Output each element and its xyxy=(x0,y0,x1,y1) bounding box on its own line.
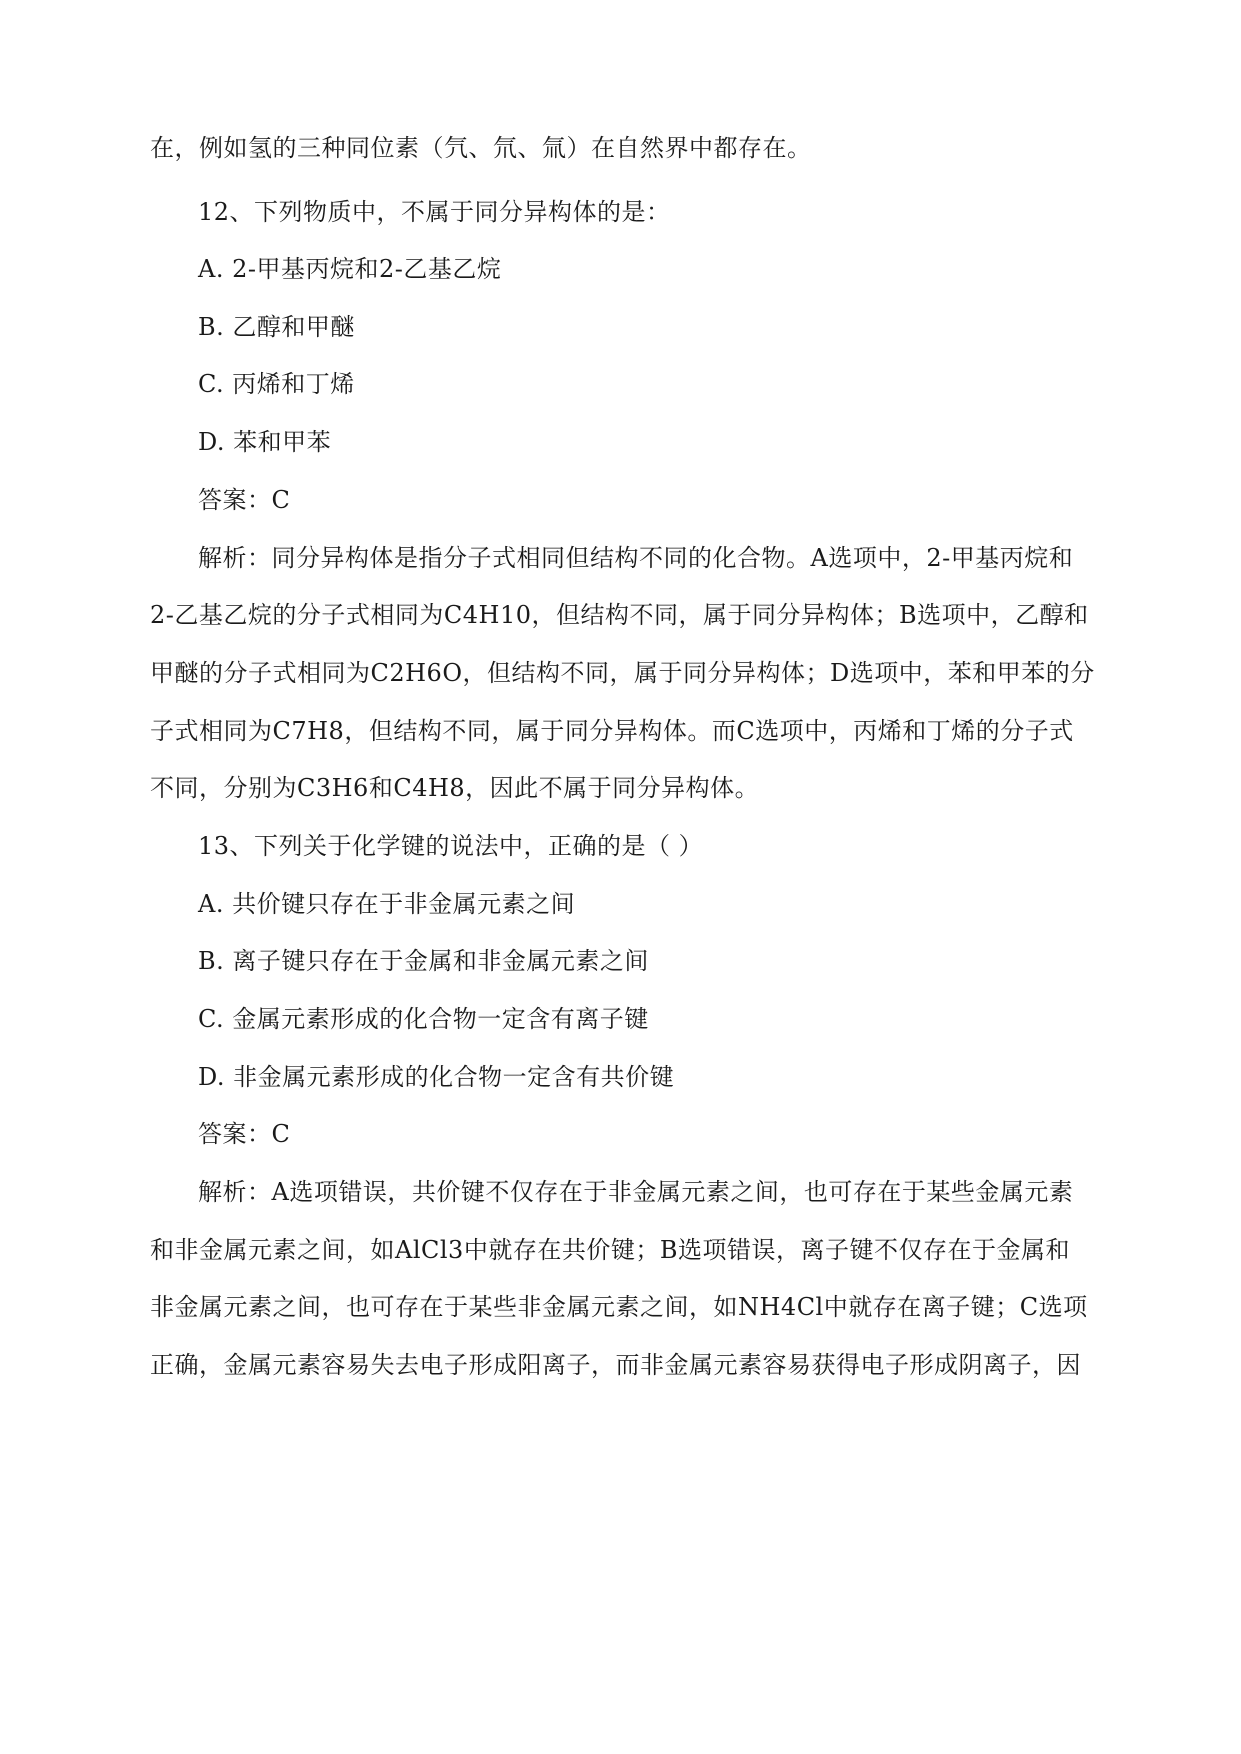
continuation-text: 在，例如氢的三种同位素（氕、氘、氚）在自然界中都存在。 xyxy=(150,134,812,162)
question-13-analysis-line: 解析：A选项错误，共价键不仅存在于非金属元素之间，也可存在于某些金属元素 xyxy=(198,1178,1074,1206)
question-12-analysis-line: 甲醚的分子式相同为C2H6O，但结构不同，属于同分异构体；D选项中，苯和甲苯的分 xyxy=(150,659,1095,687)
question-13-option-b: B. 离子键只存在于金属和非金属元素之间 xyxy=(198,947,649,975)
question-12-analysis-line: 不同，分别为C3H6和C4H8，因此不属于同分异构体。 xyxy=(150,774,760,802)
question-12-option-a: A. 2-甲基丙烷和2-乙基乙烷 xyxy=(198,255,502,283)
question-12-option-b: B. 乙醇和甲醚 xyxy=(198,313,355,341)
question-12-stem: 12、下列物质中，不属于同分异构体的是： xyxy=(198,198,671,226)
question-13-analysis-line: 和非金属元素之间，如AlCl3中就存在共价键；B选项错误，离子键不仅存在于金属和 xyxy=(150,1236,1070,1264)
question-12-analysis-line: 2-乙基乙烷的分子式相同为C4H10，但结构不同，属于同分异构体；B选项中，乙醇和 xyxy=(150,601,1089,629)
question-12-analysis-line: 子式相同为C7H8，但结构不同，属于同分异构体。而C选项中，丙烯和丁烯的分子式 xyxy=(150,717,1074,745)
question-13-option-c: C. 金属元素形成的化合物一定含有离子键 xyxy=(198,1005,649,1033)
question-13-stem: 13、下列关于化学键的说法中，正确的是（ ） xyxy=(198,832,704,860)
question-13-analysis-line: 非金属元素之间，也可存在于某些非金属元素之间，如NH4Cl中就存在离子键；C选项 xyxy=(150,1293,1088,1321)
question-13-analysis-line: 正确，金属元素容易失去电子形成阳离子，而非金属元素容易获得电子形成阴离子，因 xyxy=(150,1351,1081,1379)
question-12-option-c: C. 丙烯和丁烯 xyxy=(198,370,355,398)
question-13-answer: 答案：C xyxy=(198,1120,291,1148)
question-13-option-d: D. 非金属元素形成的化合物一定含有共价键 xyxy=(198,1063,675,1091)
question-12-analysis-line: 解析：同分异构体是指分子式相同但结构不同的化合物。A选项中，2-甲基丙烷和 xyxy=(198,544,1074,572)
question-12-option-d: D. 苯和甲苯 xyxy=(198,428,332,456)
question-13-option-a: A. 共价键只存在于非金属元素之间 xyxy=(198,890,576,918)
question-12-answer: 答案：C xyxy=(198,486,291,514)
